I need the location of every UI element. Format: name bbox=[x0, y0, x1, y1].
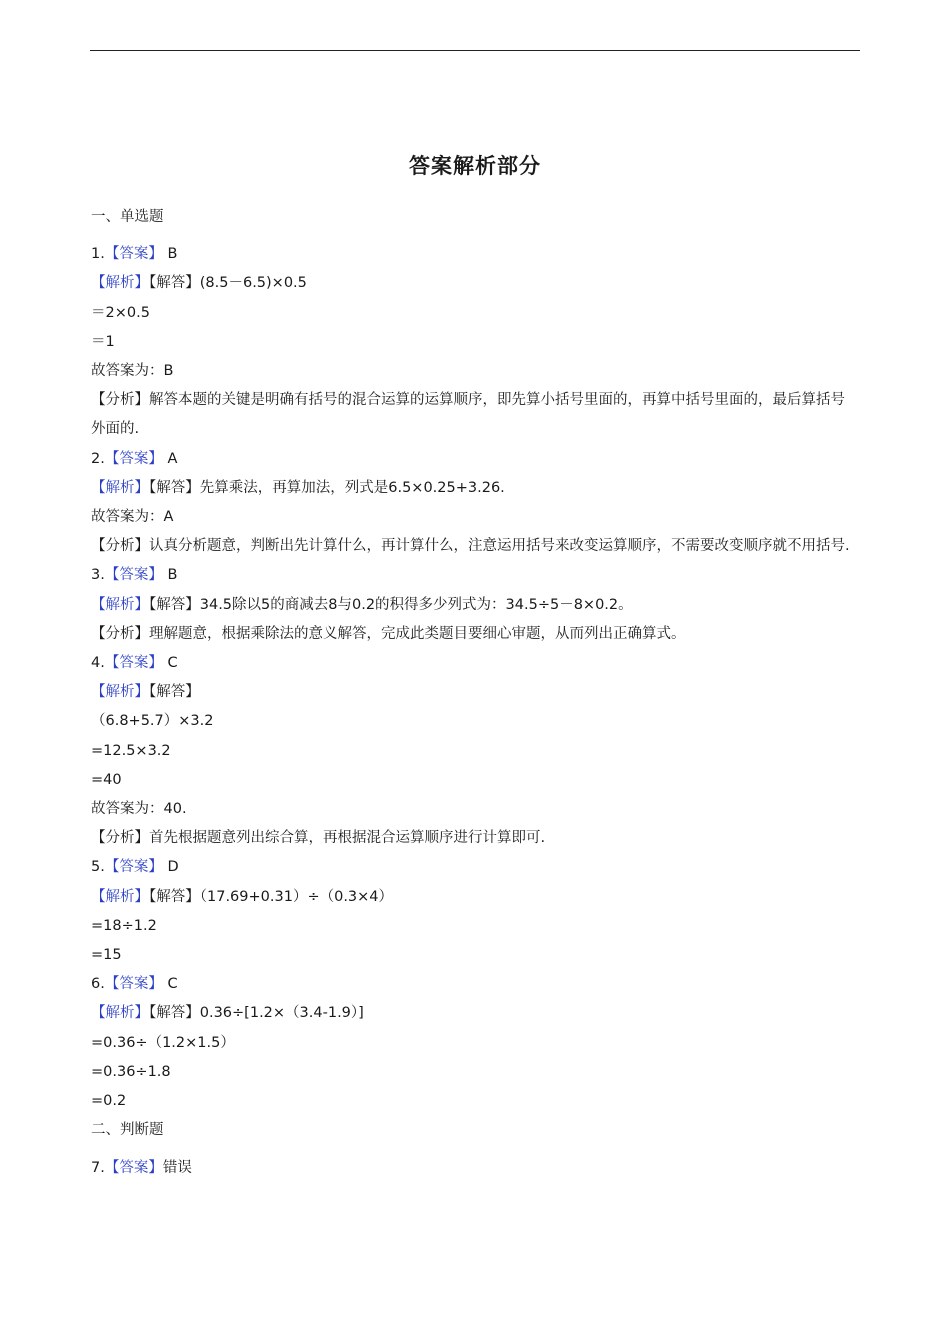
q1-fenxi-line bbox=[91, 386, 853, 444]
q6-answer-tag: 【答案】 bbox=[104, 976, 163, 993]
q2-answer: A bbox=[167, 450, 178, 467]
q2-answer-tag: 【答案】 bbox=[104, 450, 163, 467]
q1-fenxi-tag: 【分析】 bbox=[91, 392, 149, 409]
q2-number: 2. bbox=[91, 450, 105, 467]
q1-result: 故答案为：B bbox=[91, 363, 174, 380]
q6-step-0: =0.36÷（1.2×1.5） bbox=[91, 1034, 235, 1051]
q4-result: 故答案为：40. bbox=[91, 801, 187, 818]
q7-answer-line bbox=[91, 1154, 853, 1183]
q4-answer-line bbox=[91, 649, 853, 678]
q4-answer: C bbox=[167, 655, 178, 672]
q3-answer-line bbox=[91, 561, 853, 590]
q6-answer: C bbox=[167, 976, 178, 993]
q6-step-2: =0.2 bbox=[91, 1093, 127, 1110]
q5-answer-line bbox=[91, 853, 853, 882]
q2-jiexi-tag: 【解析】 bbox=[91, 479, 149, 496]
q5-jieda: （17.69+0.31）÷（0.3×4） bbox=[199, 888, 394, 905]
q1-step-0: (8.5－6.5)×0.5 bbox=[199, 275, 307, 292]
q6-jieda-tag: 【解答】 bbox=[149, 1005, 200, 1022]
q1-answer-line bbox=[91, 240, 853, 269]
q3-jiexi-tag: 【解析】 bbox=[91, 596, 149, 613]
q4-fenxi-tag: 【分析】 bbox=[91, 830, 149, 847]
q4-fenxi-line bbox=[91, 824, 853, 853]
q3-number: 3. bbox=[91, 567, 105, 584]
q4-number: 4. bbox=[91, 655, 105, 672]
q2-result: 故答案为：A bbox=[91, 509, 174, 526]
q2-fenxi-line bbox=[91, 532, 853, 561]
q4-jieda-tag: 【解答】 bbox=[149, 684, 200, 701]
q7-answer-tag: 【答案】 bbox=[104, 1159, 163, 1176]
q4-answer-tag: 【答案】 bbox=[104, 655, 163, 672]
q2-jiexi-line bbox=[91, 474, 853, 503]
q4-step-1: =12.5×3.2 bbox=[91, 742, 171, 759]
q3-answer-tag: 【答案】 bbox=[104, 567, 163, 584]
q4-step-0: （6.8+5.7）×3.2 bbox=[91, 713, 214, 730]
q7-answer: 错误 bbox=[162, 1159, 192, 1176]
q5-jieda-tag: 【解答】 bbox=[149, 888, 200, 905]
q1-step-2: ＝1 bbox=[91, 333, 115, 350]
q5-step-0: =18÷1.2 bbox=[91, 917, 157, 934]
q3-fenxi-tag: 【分析】 bbox=[91, 625, 149, 642]
q1-number: 1. bbox=[91, 246, 105, 263]
q3-jieda-tag: 【解答】 bbox=[149, 596, 200, 613]
q3-jiexi-line bbox=[91, 591, 853, 620]
q1-jieda-tag: 【解答】 bbox=[149, 275, 200, 292]
q3-answer: B bbox=[167, 567, 178, 584]
q2-answer-line bbox=[91, 445, 853, 474]
q1-jiexi-tag: 【解析】 bbox=[91, 275, 149, 292]
q5-step-1: =15 bbox=[91, 947, 122, 964]
q5-answer: D bbox=[167, 859, 179, 876]
q6-jieda: 0.36÷[1.2×（3.4-1.9）] bbox=[199, 1005, 364, 1022]
q4-step-2: =40 bbox=[91, 771, 122, 788]
q6-answer-line bbox=[91, 970, 853, 999]
q5-jiexi-line bbox=[91, 883, 853, 912]
q1-fenxi: 解答本题的关键是明确有括号的混合运算的运算顺序，即先算小括号里面的，再算中括号里面的，最后算括号外面的. bbox=[91, 392, 845, 438]
q6-step-1: =0.36÷1.8 bbox=[91, 1063, 171, 1080]
q1-answer-tag: 【答案】 bbox=[104, 246, 163, 263]
q2-jieda: 先算乘法，再算加法，列式是6.5×0.25+3.26. bbox=[199, 479, 505, 496]
q2-jieda-tag: 【解答】 bbox=[149, 479, 200, 496]
q3-fenxi: 理解题意，根据乘除法的意义解答，完成此类题目要细心审题，从而列出正确算式。 bbox=[149, 625, 686, 642]
q6-number: 6. bbox=[91, 976, 105, 993]
q4-fenxi: 首先根据题意列出综合算，再根据混合运算顺序进行计算即可. bbox=[149, 830, 546, 847]
q3-jieda: 34.5除以5的商减去8与0.2的积得多少列式为：34.5÷5－8×0.2。 bbox=[199, 596, 633, 613]
q5-jiexi-tag: 【解析】 bbox=[91, 888, 149, 905]
document-body bbox=[91, 203, 853, 1183]
q1-jiexi-line bbox=[91, 269, 853, 298]
q6-jiexi-line bbox=[91, 999, 853, 1028]
q1-step-1: ＝2×0.5 bbox=[91, 304, 150, 321]
section-heading-single-choice: 一、单选题 bbox=[91, 209, 164, 225]
q1-answer: B bbox=[167, 246, 178, 263]
header-rule bbox=[90, 50, 860, 51]
q4-jiexi-line bbox=[91, 678, 853, 707]
q5-number: 5. bbox=[91, 859, 105, 876]
q7-number: 7. bbox=[91, 1159, 105, 1176]
q4-jiexi-tag: 【解析】 bbox=[91, 684, 149, 701]
q5-answer-tag: 【答案】 bbox=[104, 859, 163, 876]
q3-fenxi-line bbox=[91, 620, 853, 649]
q2-fenxi: 认真分析题意，判断出先计算什么，再计算什么，注意运用括号来改变运算顺序，不需要改变顺序就不用括号. bbox=[149, 538, 850, 555]
section-heading-true-false: 二、判断题 bbox=[91, 1122, 164, 1139]
page-title: 答案解析部分 bbox=[409, 153, 541, 178]
q2-fenxi-tag: 【分析】 bbox=[91, 538, 149, 555]
q6-jiexi-tag: 【解析】 bbox=[91, 1005, 149, 1022]
